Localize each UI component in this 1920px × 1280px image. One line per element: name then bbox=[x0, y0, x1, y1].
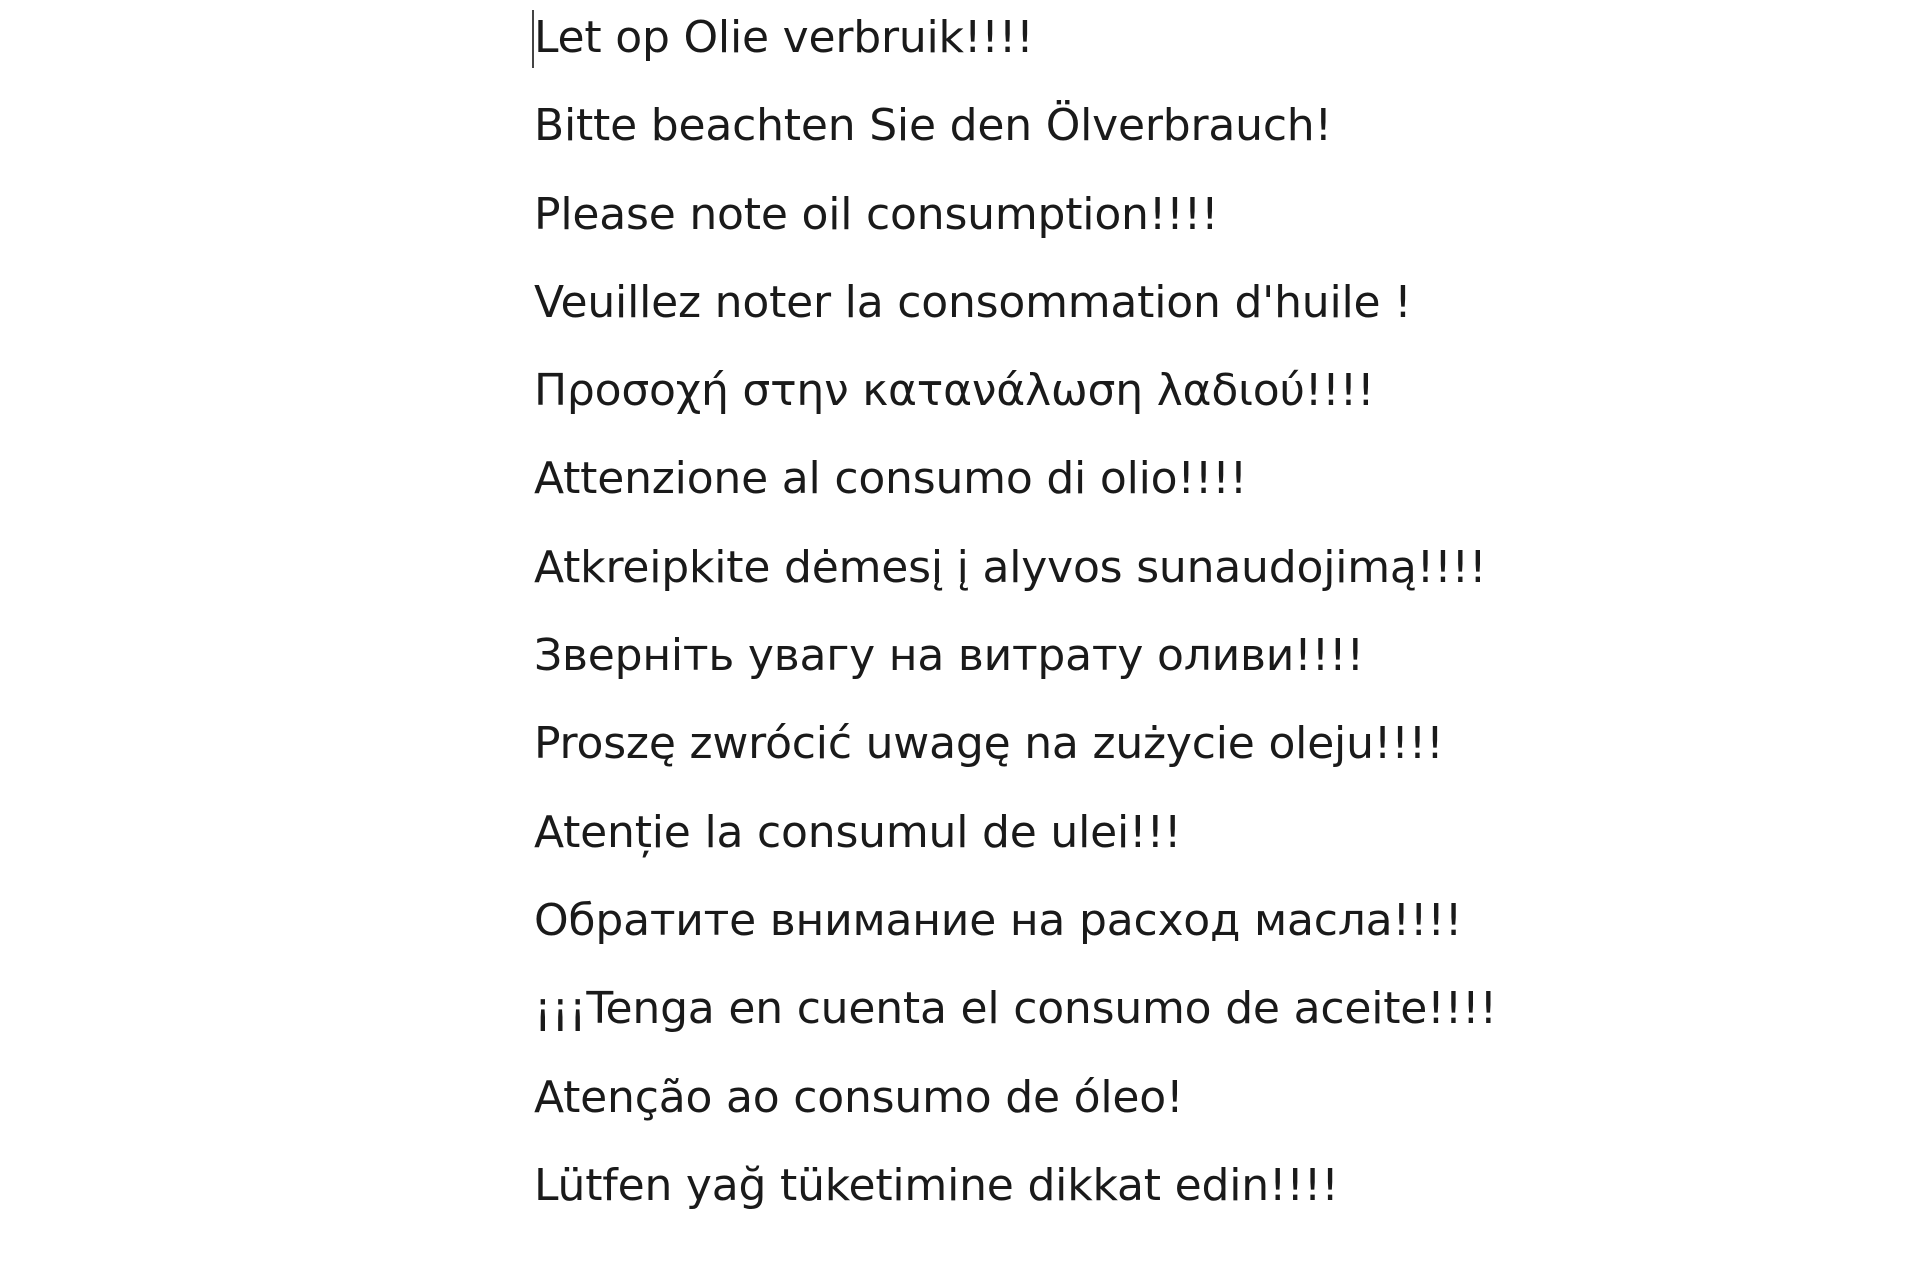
text-cursor bbox=[532, 10, 534, 68]
text-line-french[interactable] bbox=[534, 273, 1734, 361]
line-text: Proszę zwrócić uwagę na zużycie oleju!!!! bbox=[534, 718, 1444, 770]
text-line-turkish[interactable] bbox=[534, 1156, 1734, 1244]
text-line-english[interactable] bbox=[534, 185, 1734, 273]
line-text: Обратите внимание на расход масла!!!! bbox=[534, 894, 1463, 946]
line-text: Attenzione al consumo di olio!!!! bbox=[534, 453, 1248, 505]
text-line-italian[interactable] bbox=[534, 449, 1734, 537]
text-line-german[interactable] bbox=[534, 96, 1734, 184]
text-line-lithuanian[interactable] bbox=[534, 538, 1734, 626]
line-text: Προσοχή στην κατανάλωση λαδιού!!!! bbox=[534, 365, 1375, 417]
line-text: Let op Olie verbruik!!!! bbox=[534, 12, 1034, 63]
text-line-romanian[interactable] bbox=[534, 803, 1734, 891]
line-text: Atenção ao consumo de óleo! bbox=[534, 1071, 1184, 1123]
text-line-ukrainian[interactable] bbox=[534, 626, 1734, 714]
text-line-polish[interactable] bbox=[534, 714, 1734, 802]
text-line-portuguese[interactable] bbox=[534, 1068, 1734, 1156]
text-line-russian[interactable] bbox=[534, 891, 1734, 979]
line-text: Зверніть увагу на витрату оливи!!!! bbox=[534, 630, 1364, 682]
line-text: Please note oil consumption!!!! bbox=[534, 188, 1219, 240]
text-line-spanish[interactable] bbox=[534, 979, 1734, 1067]
line-text: Lütfen yağ tüketimine dikkat edin!!!! bbox=[534, 1159, 1339, 1211]
text-line-dutch[interactable] bbox=[534, 8, 1734, 96]
line-text: Veuillez noter la consommation d'huile ! bbox=[534, 276, 1412, 328]
line-text: Bitte beachten Sie den Ölverbrauch! bbox=[534, 100, 1332, 152]
line-text: Atkreipkite dėmesį į alyvos sunaudojimą!!!! bbox=[534, 541, 1487, 593]
text-body[interactable] bbox=[534, 8, 1734, 1244]
line-text: ¡¡¡Tenga en cuenta el consumo de aceite!!!! bbox=[534, 983, 1497, 1035]
line-text: Atenție la consumul de ulei!!! bbox=[534, 806, 1182, 858]
text-line-greek[interactable] bbox=[534, 361, 1734, 449]
